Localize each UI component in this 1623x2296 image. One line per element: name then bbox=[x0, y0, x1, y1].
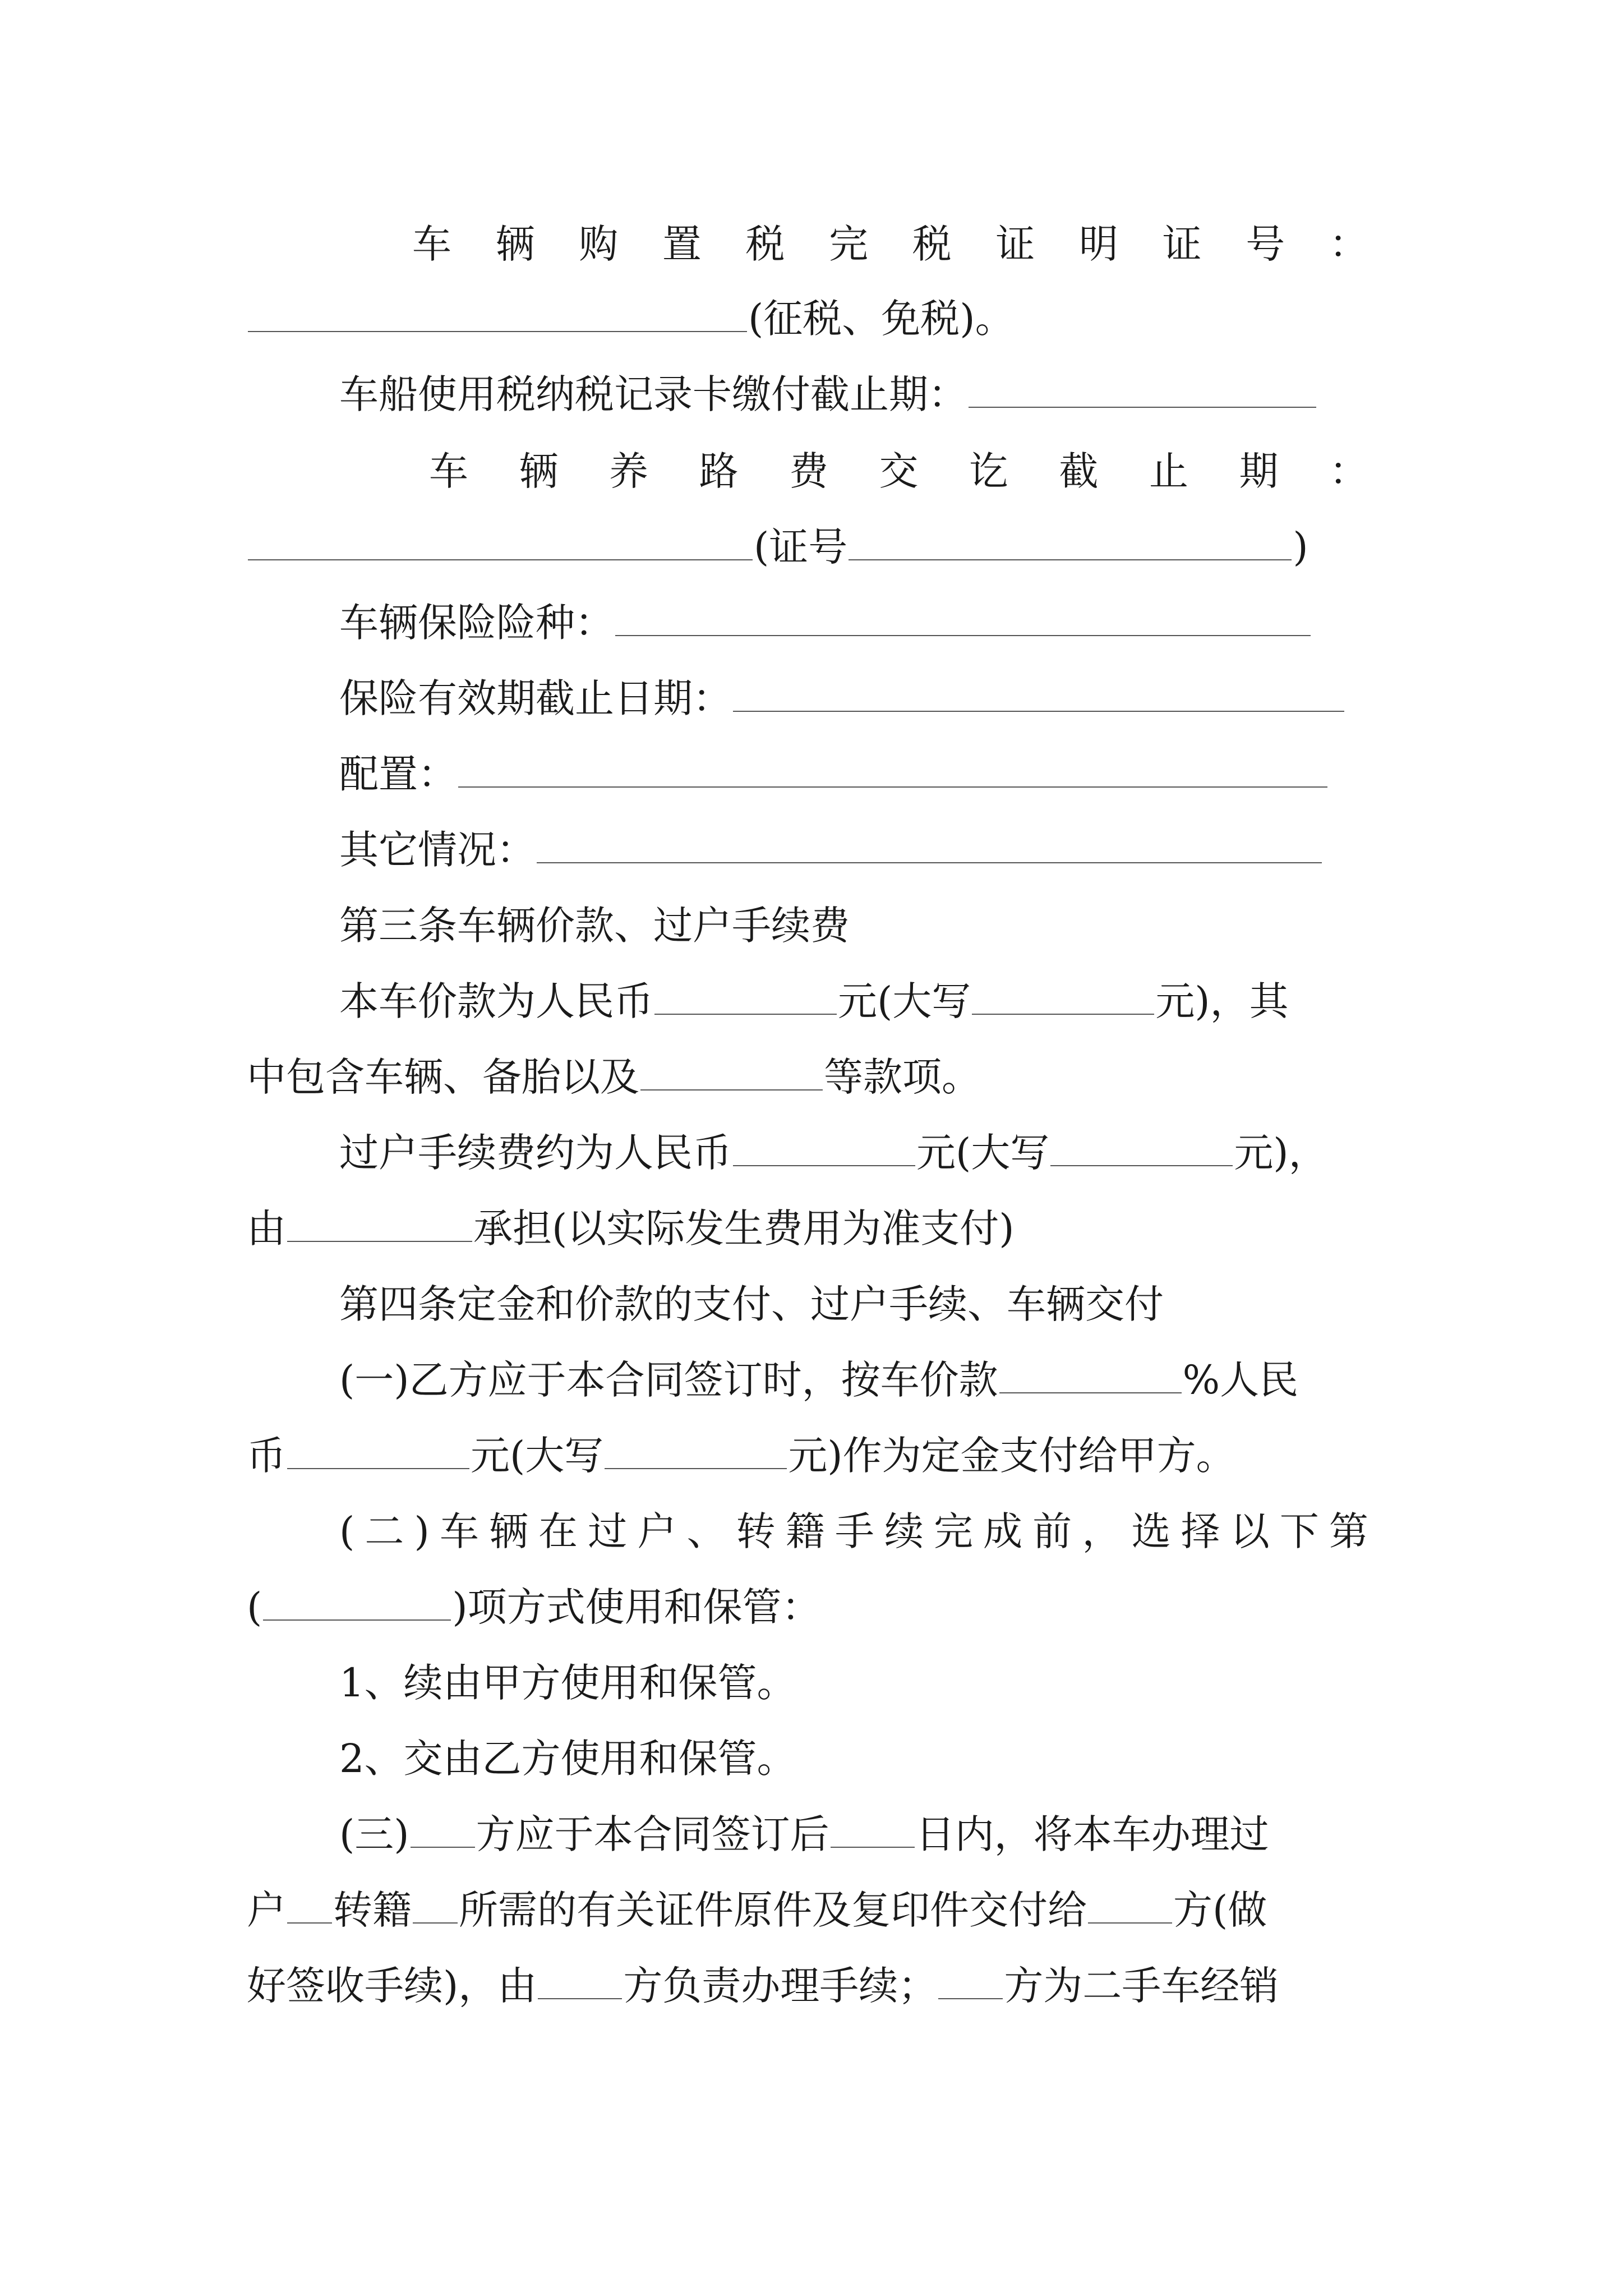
price-line-2 bbox=[247, 1049, 981, 1105]
custody-close: )项方式使用和保管： bbox=[452, 1584, 821, 1630]
char: 以 bbox=[1230, 1508, 1270, 1554]
char: 下 bbox=[1279, 1508, 1319, 1554]
other-blank[interactable] bbox=[537, 824, 1322, 863]
item3-registration-blank[interactable] bbox=[413, 1884, 458, 1924]
certificate-open: (证号 bbox=[754, 524, 848, 570]
item3-text-g: 方(做 bbox=[1173, 1887, 1267, 1933]
fee-text-b: 元(大写 bbox=[916, 1130, 1050, 1176]
char: 购 bbox=[579, 221, 619, 267]
char: 户 bbox=[637, 1508, 677, 1554]
price-items-blank[interactable] bbox=[640, 1051, 823, 1091]
char: 止 bbox=[1149, 448, 1188, 494]
deposit-text-c: 币 bbox=[247, 1433, 286, 1479]
article4-title: 第四条定金和价款的支付、过户手续、车辆交付 bbox=[339, 1281, 1164, 1327]
char: ， bbox=[1082, 1508, 1122, 1554]
price-text-b: 元(大写 bbox=[838, 978, 971, 1024]
custody-open: ( bbox=[247, 1584, 262, 1630]
custody-line-1 bbox=[339, 1503, 1368, 1559]
vessel-tax-label: 车船使用税纳税记录卡缴付截止期： bbox=[339, 371, 967, 417]
deposit-text-b: %人民 bbox=[1182, 1357, 1299, 1403]
config-label: 配置： bbox=[339, 751, 457, 797]
char: 、 bbox=[686, 1508, 726, 1554]
char: 籍 bbox=[785, 1508, 825, 1554]
char: 前 bbox=[1032, 1508, 1072, 1554]
config-blank[interactable] bbox=[458, 748, 1327, 788]
item3-text-d: 户 bbox=[247, 1887, 286, 1933]
item3-text-i: 方负责办理手续； bbox=[623, 1963, 938, 2009]
vessel-tax-line bbox=[339, 366, 1317, 422]
char: 辆 bbox=[495, 221, 535, 267]
char: 养 bbox=[609, 448, 648, 494]
price-text-e: 等款项。 bbox=[824, 1054, 981, 1100]
custody-choice-blank[interactable] bbox=[263, 1581, 451, 1621]
char: 交 bbox=[879, 448, 919, 494]
deposit-text-d: 元(大写 bbox=[471, 1433, 604, 1479]
item3-dealer-blank[interactable] bbox=[938, 1960, 1003, 1999]
insurance-expiry-label: 保险有效期截止日期： bbox=[339, 675, 732, 721]
char: 续 bbox=[884, 1508, 924, 1554]
char: 手 bbox=[834, 1508, 874, 1554]
fee-line-1 bbox=[339, 1125, 1328, 1181]
char: 证 bbox=[1162, 221, 1202, 267]
char: 证 bbox=[995, 221, 1035, 267]
purchase-tax-certificate-label bbox=[412, 216, 1368, 272]
other-label: 其它情况： bbox=[339, 827, 536, 873]
fee-payer-blank[interactable] bbox=[287, 1203, 472, 1242]
price-line-1 bbox=[339, 973, 1289, 1029]
price-text-d: 中包含车辆、备胎以及 bbox=[247, 1054, 639, 1100]
purchase-tax-number-blank[interactable] bbox=[248, 293, 747, 332]
char: 选 bbox=[1131, 1508, 1171, 1554]
fee-text-c: 元)， bbox=[1234, 1130, 1328, 1176]
char: ： bbox=[1329, 221, 1368, 267]
insurance-expiry-blank[interactable] bbox=[733, 673, 1344, 712]
option-2: 2、交由乙方使用和保管。 bbox=[339, 1736, 796, 1782]
char: 截 bbox=[1059, 448, 1099, 494]
char: 号 bbox=[1246, 221, 1285, 267]
option-1: 1、续由甲方使用和保管。 bbox=[339, 1660, 796, 1706]
deposit-amount-blank[interactable] bbox=[287, 1430, 469, 1469]
insurance-type-label: 车辆保险险种： bbox=[339, 600, 614, 646]
price-text-a: 本车价款为人民币 bbox=[339, 978, 653, 1024]
char: 路 bbox=[699, 448, 739, 494]
insurance-type-blank[interactable] bbox=[615, 597, 1311, 636]
item3-text-c: 日内，将本车办理过 bbox=[915, 1811, 1269, 1857]
config-line bbox=[339, 746, 1329, 802]
char: 期 bbox=[1239, 448, 1279, 494]
fee-text-d: 由 bbox=[247, 1205, 286, 1251]
char: ) bbox=[414, 1508, 430, 1554]
price-text-c: 元)，其 bbox=[1155, 978, 1289, 1024]
item3-recipient-blank[interactable] bbox=[1088, 1884, 1172, 1924]
item3-text-a: (三) bbox=[339, 1811, 409, 1857]
deposit-capital-blank[interactable] bbox=[605, 1430, 787, 1469]
other-line bbox=[339, 822, 1323, 878]
char: 转 bbox=[736, 1508, 776, 1554]
purchase-tax-line bbox=[247, 291, 1015, 347]
char: 税 bbox=[912, 221, 952, 267]
fee-amount-blank[interactable] bbox=[733, 1127, 915, 1166]
insurance-expiry-line bbox=[339, 670, 1345, 726]
deposit-line-2 bbox=[247, 1428, 1235, 1484]
deposit-percent-blank[interactable] bbox=[999, 1354, 1182, 1393]
road-fee-date-blank[interactable] bbox=[248, 521, 753, 560]
char: 完 bbox=[829, 221, 869, 267]
char: 过 bbox=[588, 1508, 628, 1554]
char: 明 bbox=[1079, 221, 1118, 267]
char: ： bbox=[1329, 448, 1368, 494]
custody-line-2 bbox=[247, 1579, 821, 1635]
char: 在 bbox=[538, 1508, 578, 1554]
item3-text-b: 方应于本合同签订后 bbox=[476, 1811, 829, 1857]
char: 完 bbox=[934, 1508, 974, 1554]
item3-line-3 bbox=[247, 1958, 1279, 2014]
fee-line-2 bbox=[247, 1200, 1015, 1257]
fee-capital-blank[interactable] bbox=[1050, 1127, 1233, 1166]
char: 车 bbox=[439, 1508, 479, 1554]
char: 费 bbox=[789, 448, 828, 494]
fee-text-e: 承担(以实际发生费用为准支付) bbox=[473, 1205, 1015, 1251]
purchase-tax-suffix: (征税、免税)。 bbox=[748, 296, 1015, 342]
fee-text-a: 过户手续费约为人民币 bbox=[339, 1130, 732, 1176]
deposit-line-1 bbox=[339, 1352, 1298, 1408]
vessel-tax-blank[interactable] bbox=[969, 369, 1316, 408]
item3-line-1 bbox=[339, 1806, 1269, 1862]
char: ( bbox=[339, 1508, 355, 1554]
char: 讫 bbox=[969, 448, 1008, 494]
item3-text-j: 方为二手车经销 bbox=[1004, 1963, 1279, 2009]
char: 辆 bbox=[489, 1508, 529, 1554]
item3-handler-blank[interactable] bbox=[538, 1960, 622, 1999]
char: 置 bbox=[662, 221, 702, 267]
insurance-type-line bbox=[339, 595, 1312, 651]
certificate-number-blank[interactable] bbox=[849, 521, 1292, 560]
item3-text-e: 转籍 bbox=[333, 1887, 412, 1933]
char: 辆 bbox=[519, 448, 559, 494]
deposit-text-e: 元)作为定金支付给甲方。 bbox=[788, 1433, 1235, 1479]
item3-transfer-blank[interactable] bbox=[287, 1884, 332, 1924]
char: 成 bbox=[983, 1508, 1023, 1554]
certificate-line bbox=[247, 519, 1308, 575]
char: 税 bbox=[745, 221, 785, 267]
item3-line-2 bbox=[247, 1882, 1267, 1938]
item3-text-f: 所需的有关证件原件及复印件交付给 bbox=[459, 1887, 1087, 1933]
road-fee-label bbox=[429, 443, 1368, 499]
item3-text-h: 好签收手续)，由 bbox=[247, 1963, 537, 2009]
char: 车 bbox=[412, 221, 451, 267]
char: 第 bbox=[1329, 1508, 1368, 1554]
price-capital-blank[interactable] bbox=[972, 976, 1154, 1015]
price-amount-blank[interactable] bbox=[654, 976, 837, 1015]
item3-days-blank[interactable] bbox=[831, 1809, 915, 1848]
certificate-close: ) bbox=[1293, 524, 1308, 570]
char: 车 bbox=[429, 448, 468, 494]
char: 二 bbox=[365, 1508, 404, 1554]
char: 择 bbox=[1181, 1508, 1220, 1554]
deposit-text-a: (一)乙方应于本合同签订时，按车价款 bbox=[339, 1357, 998, 1403]
article3-title: 第三条车辆价款、过户手续费 bbox=[339, 903, 850, 949]
item3-party-blank[interactable] bbox=[411, 1809, 475, 1848]
